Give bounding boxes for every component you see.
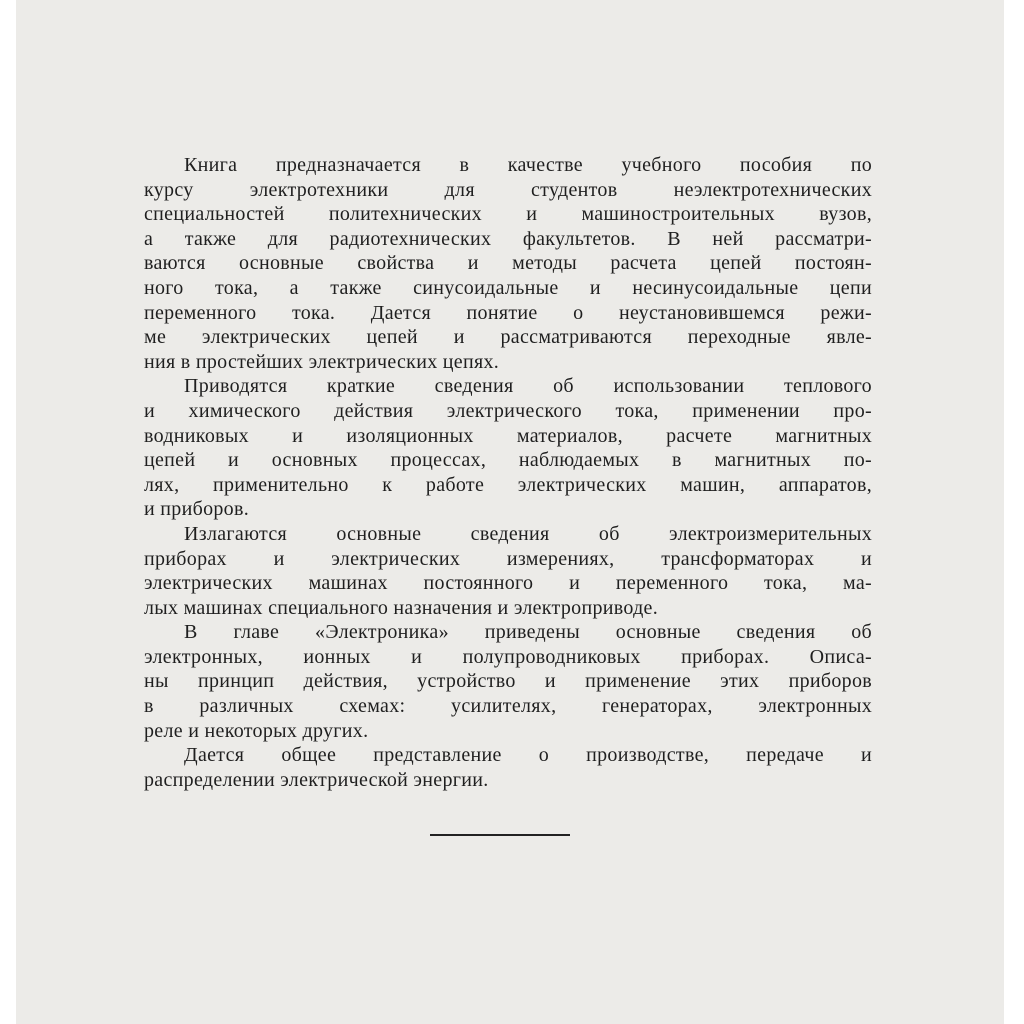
paragraph-purpose [144,153,872,374]
text-line: а также для радиотехнических факультетов. В ней рассматри- [144,227,872,250]
section-divider-rule [430,834,570,836]
text-line: и химического действия электрического тока, применении про- [144,399,872,422]
text-line: ного тока, а также синусоидальные и несинусоидальные цепи [144,276,872,299]
text-line: ме электрических цепей и рассматриваются переходные явле- [144,326,872,349]
text-line: курсу электротехники для студентов неэлектротехнических [144,178,872,201]
text-line: Излагаются основные сведения об электроизмерительных [184,522,872,545]
text-line: Приводятся краткие сведения об использовании теплового [184,375,872,398]
annotation-text [144,153,872,792]
text-line: электронных, ионных и полупроводниковых приборах. Описа- [144,645,872,668]
paragraph-electronics [144,620,872,743]
text-line: лях, применительно к работе электрических машин, аппаратов, [144,473,872,496]
text-line: Книга предназначается в качестве учебного пособия по [184,154,872,176]
text-line: В главе «Электроника» приведены основные сведения об [184,621,872,644]
text-line: приборах и электрических измерениях, трансформаторах и [144,547,872,570]
text-line: цепей и основных процессах, наблюдаемых в магнитных по- [144,449,872,472]
text-line: реле и некоторых других. [144,719,369,742]
text-line: ны принцип действия, устройство и применение этих приборов [144,670,872,693]
text-line: ния в простейших электрических цепях. [144,350,500,373]
book-page [16,0,1004,1024]
text-line: Дается общее представление о производстве, передаче и [184,744,872,767]
text-line: ваются основные свойства и методы расчета цепей постоян- [144,252,872,275]
text-line: переменного тока. Дается понятие о неустановившемся режи- [144,301,872,324]
text-line: в различных схемах: усилителях, генераторах, электронных [144,695,872,718]
text-line: лых машинах специального назначения и электроприводе. [144,596,659,619]
paragraph-materials [144,374,872,522]
text-line: электрических машинах постоянного и переменного тока, ма- [144,572,872,595]
paragraph-energy [144,743,872,792]
text-line: специальностей политехнических и машиностроительных вузов, [144,203,872,226]
text-line: распределении электрической энергии. [144,768,489,791]
paragraph-measurements [144,522,872,620]
text-line: и приборов. [144,498,250,521]
text-line: водниковых и изоляционных материалов, расчете магнитных [144,424,872,447]
